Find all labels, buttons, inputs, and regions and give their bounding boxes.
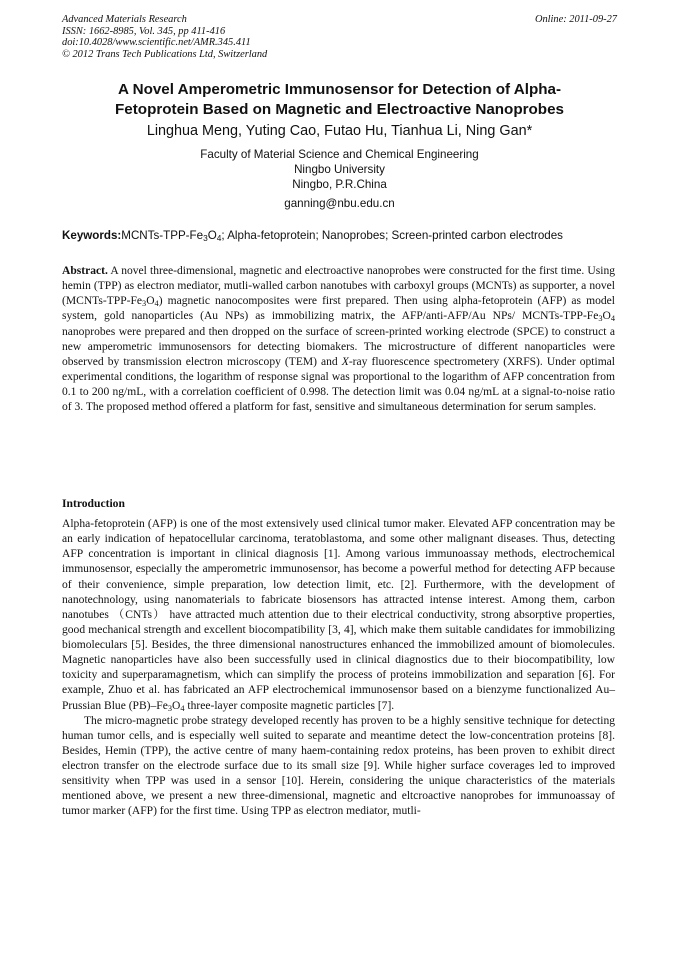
abstract-text-1: A novel three-dimensional, magnetic and electroactive nanoprobes were constructed for the first time. Using hemin (TPP) as electron mediator, mutli-walled carbon nanotubes with carboxyl groups (MCNTs) as supporter, a novel (MCNTs-TPP-Fe (62, 265, 615, 308)
title-line-2: Fetoprotein Based on Magnetic and Electroactive Nanoprobes (115, 100, 564, 118)
abstract-text-3: ) magnetic nanocomposites were first prepared. Then using alpha-fetoprotein (AFP) as model system, gold nanoparticles (Au NPs) as immobilizing matrix, the AFP/anti-AFP/Au NPs/ MCNTs-TPP-Fe (62, 295, 615, 323)
affiliation-block (62, 147, 617, 211)
author-list: Linghua Meng, Yuting Cao, Futao Hu, Tianhua Li, Ning Gan* (146, 123, 533, 139)
abstract-sub-2: 4 (154, 299, 159, 309)
affiliation-university: Ningbo University (294, 163, 385, 176)
intro-paragraph-1 (62, 517, 615, 714)
keyword-1-sub-3: 3 (203, 233, 208, 244)
abstract-sub-4: 4 (610, 314, 615, 324)
keyword-1-sub-4: 4 (216, 233, 222, 244)
doi-line: doi:10.4028/www.scientific.net/AMR.345.411 (62, 37, 251, 49)
intro-sub-1: 3 (167, 703, 173, 713)
title-line-1: A Novel Amperometric Immunosensor for Detection of Alpha- (117, 81, 562, 98)
keywords-line (62, 228, 622, 243)
abstract-sub-1: 3 (142, 299, 147, 309)
intro-text-1c: three-layer composite magnetic particles [7]. (184, 699, 395, 712)
intro-sub-2: 4 (180, 703, 185, 713)
affiliation-city: Ningbo, P.R.China (292, 178, 387, 191)
copyright-line: © 2012 Trans Tech Publications Ltd, Switzerland (62, 48, 268, 60)
keyword-1-part-b: O (207, 229, 217, 242)
intro-paragraph-2: The micro-magnetic probe strategy developed recently has proven to be a highly sensitive technique for detecting human tumor cells, and is especially well suited to separate and meantime detect the low-concentration proteins [8]. Besides, Hemin (TPP), the active centre of many haem-containing redox proteins, has been proven to exhibit direct electron transfer on the electrode surface due to its small size [9]. While higher surface coverages led to improved sensitivity when TPP was used in a sensor [10]. Herein, considering the unique characteristics of the materials mentioned above, we present a new three-dimensional, magnetic and eltcroactive nanoprobes for immunoassay of tumor marker (AFP) for the first time. Using TPP as electron mediator, mutli- (62, 714, 615, 818)
running-header (62, 14, 617, 60)
intro-text-1b: O (172, 699, 181, 712)
abstract-text-6: -ray fluorescence spectrometery (XRFS). Under optimal experimental conditions, the logarithm of response signal was proportional to the logarithm of AFP concentration from 0.1 to 200 ng/mL, with a correlation coefficient of 0.998. The detection limit was 0.04 ng/mL at a signal-to-noise ratio of 3. The proposed method offered a platform for fast, sensitive and simultaneous determination for serum samples. (62, 355, 616, 414)
abstract-sub-3: 3 (598, 314, 603, 324)
abstract-paragraph (62, 264, 615, 415)
keyword-1-part-a: MCNTs-TPP-Fe (121, 229, 204, 242)
issn-line: ISSN: 1662-8985, Vol. 345, pp 411-416 (62, 25, 226, 37)
abstract-x-italic: X (341, 355, 349, 368)
online-date: Online: 2011-09-27 (534, 14, 617, 25)
affiliation-faculty: Faculty of Material Science and Chemical Engineering (200, 148, 479, 161)
keywords-label: Keywords: (62, 229, 122, 242)
abstract-text-5: nanoprobes were prepared and then dropped on the surface of screen-printed working electrode (SPCE) to construct a new amperometric immunosensors for detecting biomakers. The microstructure of different nanoparticles were observed by transmission electron microscopy (TEM) and (62, 325, 615, 368)
abstract-text-4: O (602, 310, 611, 323)
abstract-text-2: O (146, 295, 155, 308)
introduction-body (62, 517, 615, 820)
author-email: ganning@nbu.edu.cn (284, 197, 395, 210)
section-heading-introduction: Introduction (62, 497, 125, 510)
abstract-label: Abstract. (62, 265, 108, 277)
intro-text-1a: Alpha-fetoprotein (AFP) is one of the most extensively used clinical tumor maker. Elevated AFP concentration may be an early indication of hepatocellular carcinoma, teratoblastoma, and some other malignant diseases. Thus, detecting AFP concentration is important in clinical diagnosis [1]. Among various immunoassay methods, electrochemical immunosensor, especially the amperometric immunosensor, has become a powerful method for detecting AFP because of their convenience, simple preparation, low detection limit, etc. [2]. Furthermore, with the development of nanotechnology, using nanomaterials to fabricate biosensors has attracted intense interest. Among them, carbon nanotubes （CNTs） have attracted much attention due to their electrical conductivity, strong absorptive properties, good mechanical strength and excellent biocompatibility [3, 4], which make them suitable candidates for immobilizing biomoleculars [5]. Besides, the three dimensional nanostructures enhanced the immobilized amount of biomolecules. Magnetic nanoparticles have also been successfully used in clinical diagnostics due to their biocompatibility, low toxicity and superparamagnetism, which can simplify the process of proteins immobilization and separation [6]. For example, Zhuo et al. has fabricated an AFP electrochemical immunosensor based on a bienzyme functionalized Au–Prussian Blue (PB)–Fe (62, 518, 615, 712)
keywords-rest: ; Alpha-fetoprotein; Nanoprobes; Screen-printed carbon electrodes (221, 229, 563, 242)
journal-name: Advanced Materials Research (62, 14, 187, 25)
paper-title (62, 80, 617, 119)
